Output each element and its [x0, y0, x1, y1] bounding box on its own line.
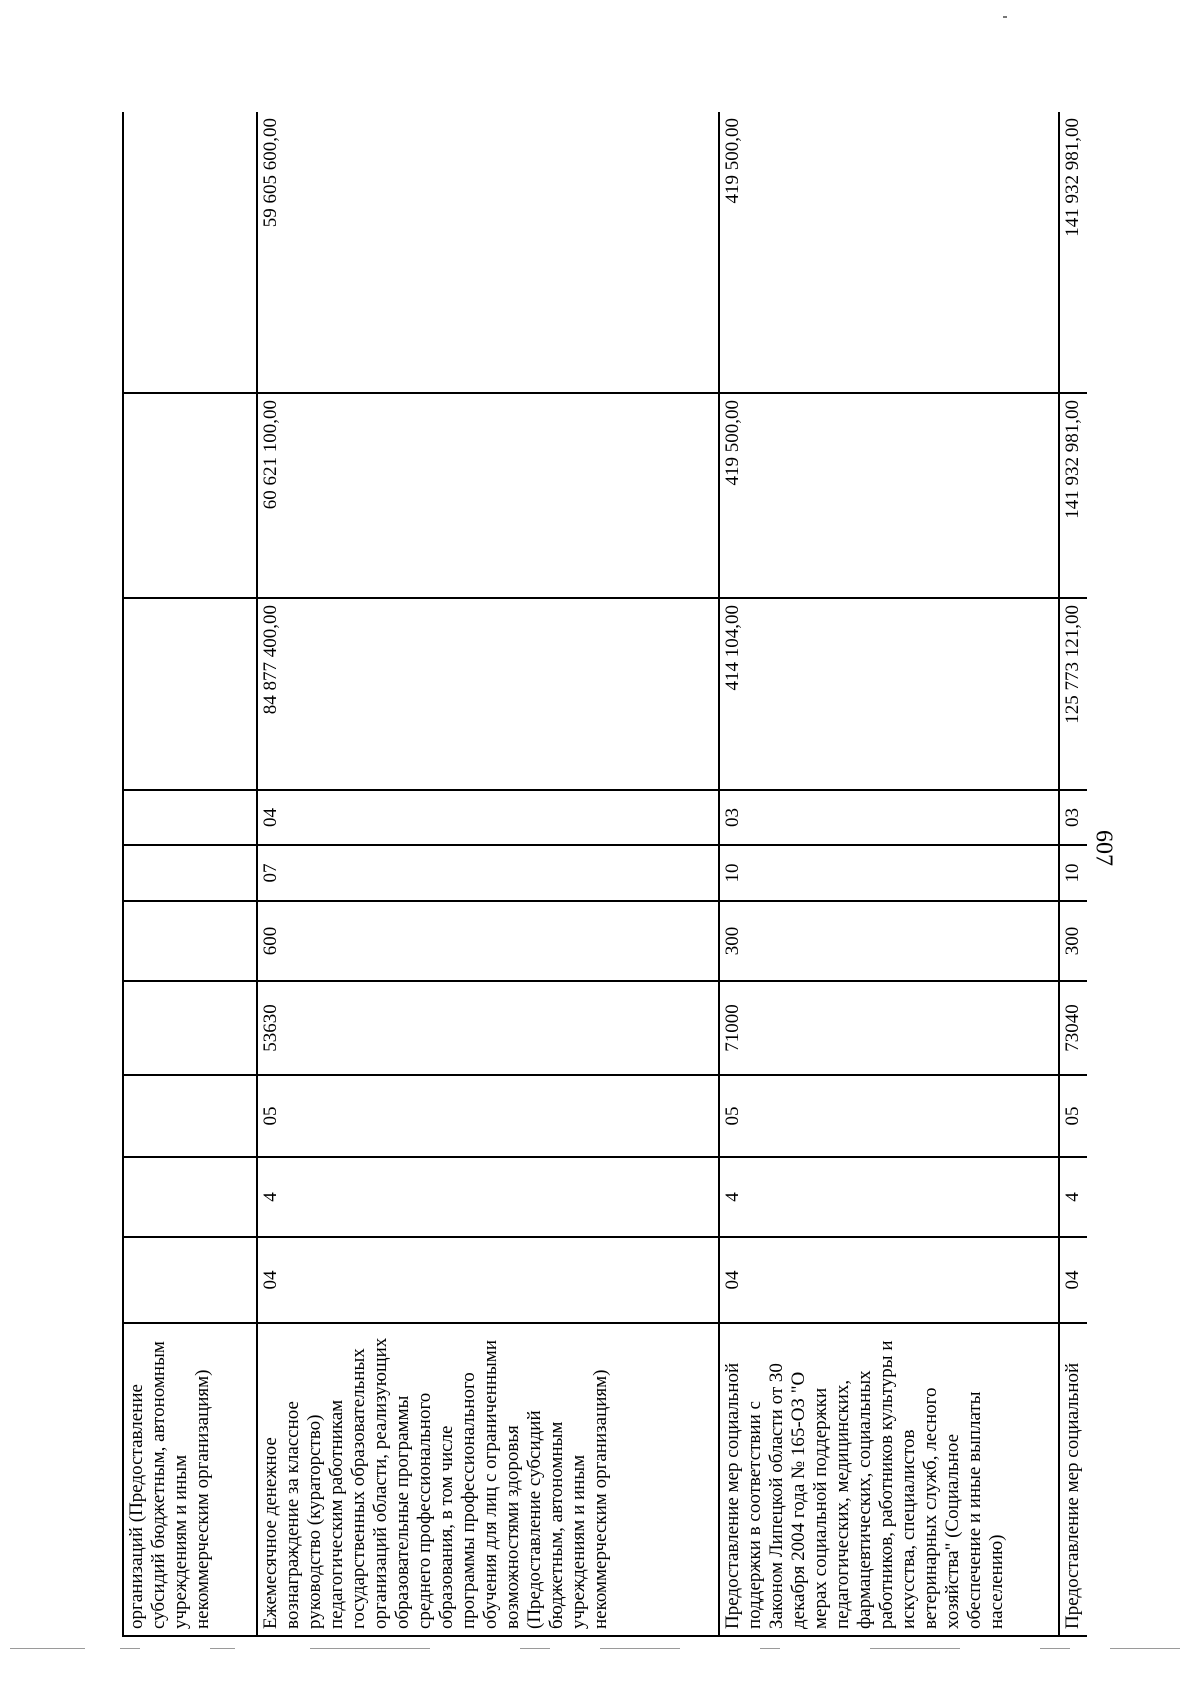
code-cell: [123, 1075, 257, 1157]
table-row: [1059, 112, 1087, 1636]
scan-speck: [1003, 16, 1007, 18]
scan-mark: [870, 1648, 960, 1649]
code-cell: 03: [719, 790, 1059, 845]
scan-mark: [120, 1648, 140, 1649]
code-cell: 4: [1059, 1157, 1087, 1237]
code-cell: [123, 1157, 257, 1237]
code-cell: 04: [257, 790, 719, 845]
scan-mark: [210, 1648, 235, 1649]
code-cell: 03: [1059, 790, 1087, 845]
code-cell: 05: [1059, 1075, 1087, 1157]
amount-cell: [123, 598, 257, 790]
code-cell: 53630: [257, 981, 719, 1075]
code-cell: 04: [257, 1237, 719, 1323]
amount-cell: 59 605 600,00: [257, 112, 719, 393]
row-name: Предоставление мер социальной: [1059, 1323, 1087, 1636]
scan-mark: [310, 1648, 430, 1649]
table-row: [123, 112, 257, 1636]
amount-cell: 141 932 981,00: [1059, 393, 1087, 598]
code-cell: 300: [1059, 901, 1087, 981]
code-cell: 05: [257, 1075, 719, 1157]
code-cell: [123, 790, 257, 845]
amount-cell: 125 773 121,00: [1059, 598, 1087, 790]
code-cell: 600: [257, 901, 719, 981]
scan-mark: [760, 1648, 780, 1649]
row-name: Предоставление мер социальной поддержки в соответствии с Законом Липецкой области от 30 декабря 2004 года № 165-ОЗ "О мерах социальной поддержки педагогических, медицинских, фармацевтических, социальных работников, работников культуры и искусства, специалистов ветеринарных служб, лесного хозяйства" (Социальное обеспечение и иные выплаты населению): [719, 1323, 1059, 1636]
budget-table: [122, 112, 1087, 1637]
row-name: Ежемесячное денежное вознаграждение за классное руководство (кураторство) педагогическим работникам государственных образовательных организаций области, реализующих образовательные программы среднего профессионального образования, в том числе программы профессионального обучения для лиц с ограниченными возможностями здоровья (Предоставление субсидий бюджетным, автономным учреждениям и иным некоммерческим организациям): [257, 1323, 719, 1636]
code-cell: 07: [257, 845, 719, 901]
amount-cell: 419 500,00: [719, 393, 1059, 598]
scan-edge-marks: [0, 1645, 1200, 1653]
scan-mark: [520, 1648, 550, 1649]
code-cell: [123, 845, 257, 901]
code-cell: [123, 901, 257, 981]
row-name: организаций (Предоставление субсидий бюджетным, автономным учреждениям и иным некоммерческим организациям): [123, 1323, 257, 1636]
code-cell: 10: [719, 845, 1059, 901]
code-cell: 4: [719, 1157, 1059, 1237]
code-cell: [123, 981, 257, 1075]
code-cell: 04: [719, 1237, 1059, 1323]
code-cell: 10: [1059, 845, 1087, 901]
amount-cell: 419 500,00: [719, 112, 1059, 393]
amount-cell: 141 932 981,00: [1059, 112, 1087, 393]
amount-cell: 60 621 100,00: [257, 393, 719, 598]
code-cell: 04: [1059, 1237, 1087, 1323]
table-container: [122, 112, 1087, 1637]
code-cell: 05: [719, 1075, 1059, 1157]
code-cell: 73040: [1059, 981, 1087, 1075]
amount-cell: 414 104,00: [719, 598, 1059, 790]
code-cell: 4: [257, 1157, 719, 1237]
code-cell: 71000: [719, 981, 1059, 1075]
code-cell: 300: [719, 901, 1059, 981]
amount-cell: [123, 393, 257, 598]
table-row: [719, 112, 1059, 1636]
amount-cell: [123, 112, 257, 393]
scan-mark: [1110, 1648, 1180, 1649]
amount-cell: 84 877 400,00: [257, 598, 719, 790]
table-row: [257, 112, 719, 1636]
scan-mark: [600, 1648, 680, 1649]
code-cell: [123, 1237, 257, 1323]
scan-mark: [1040, 1648, 1070, 1649]
page-number: 607: [1090, 830, 1117, 866]
scan-mark: [10, 1648, 85, 1649]
